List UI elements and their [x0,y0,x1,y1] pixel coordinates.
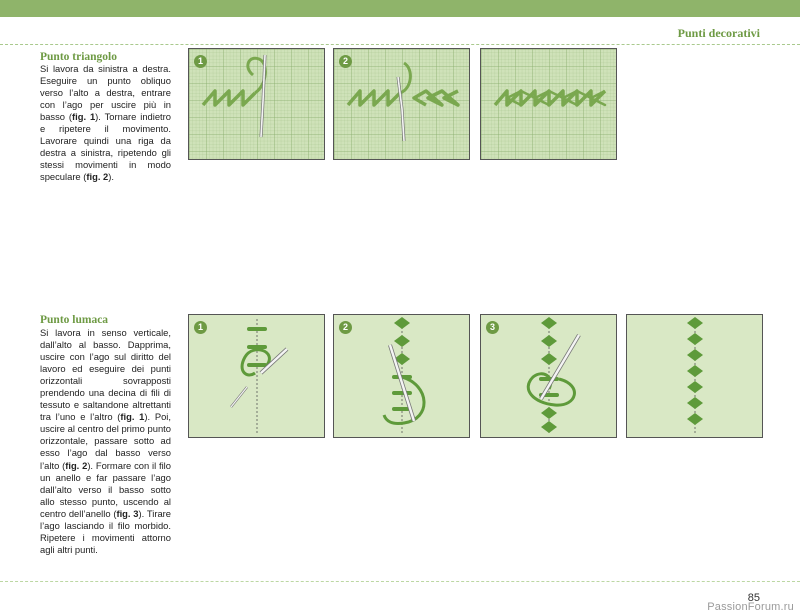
figure-number-badge: 1 [194,321,207,334]
figure-number-badge: 2 [339,321,352,334]
figure-lumaca-3 [480,314,617,438]
figure-lumaca-4 [626,314,763,438]
section-title-triangolo: Punto triangolo [40,51,117,63]
footer-divider [0,581,800,582]
section-body-lumaca: Si lavora in senso verticale, dall’alto al basso. Dapprima, uscire con l’ago sul diritto del lavoro ed eseguire dei punti orizzontali sovrapposti prendendo una decina di fili di tessuto e saltandone altrettanti tra l’uno e l’altro (fig. 1). Poi, uscire al centro del primo punto orizzontale, passare sotto ad esso l’ago dal basso verso l’alto (fig. 2). Formare con il filo un anello e far passare l’ago dall’alto verso il basso sotto allo stesso punto, uscendo al centro dell’anello (fig. 3). Tirare l’ago lasciando il filo morbido. Ripetere i movimenti attorno agli altri punti. [40,327,171,555]
running-header: Punti decorativi [677,26,760,40]
page-number: 85 [747,592,760,604]
header-divider [0,44,800,45]
top-color-band [0,0,800,17]
figure-number-badge: 1 [194,55,207,68]
figure-triangolo-2 [333,48,470,160]
watermark: PassionForum.ru [707,601,794,613]
section-body-triangolo: Si lavora da sinistra a destra. Eseguire un punto obliquo verso l’alto a destra, entrare con l’ago per uscire più in basso (fig. 1). Tornare indietro e ripetere il movimento. Lavorare quindi una riga da destra a sinistra, ripetendo gli stessi movimenti in modo speculare (fig. 2). [40,63,171,183]
figure-number-badge: 2 [339,55,352,68]
figure-lumaca-1 [188,314,325,438]
figure-triangolo-1 [188,48,325,160]
section-title-lumaca: Punto lumaca [40,314,109,326]
figure-triangolo-3 [480,48,617,160]
figure-lumaca-2 [333,314,470,438]
figure-number-badge: 3 [486,321,499,334]
